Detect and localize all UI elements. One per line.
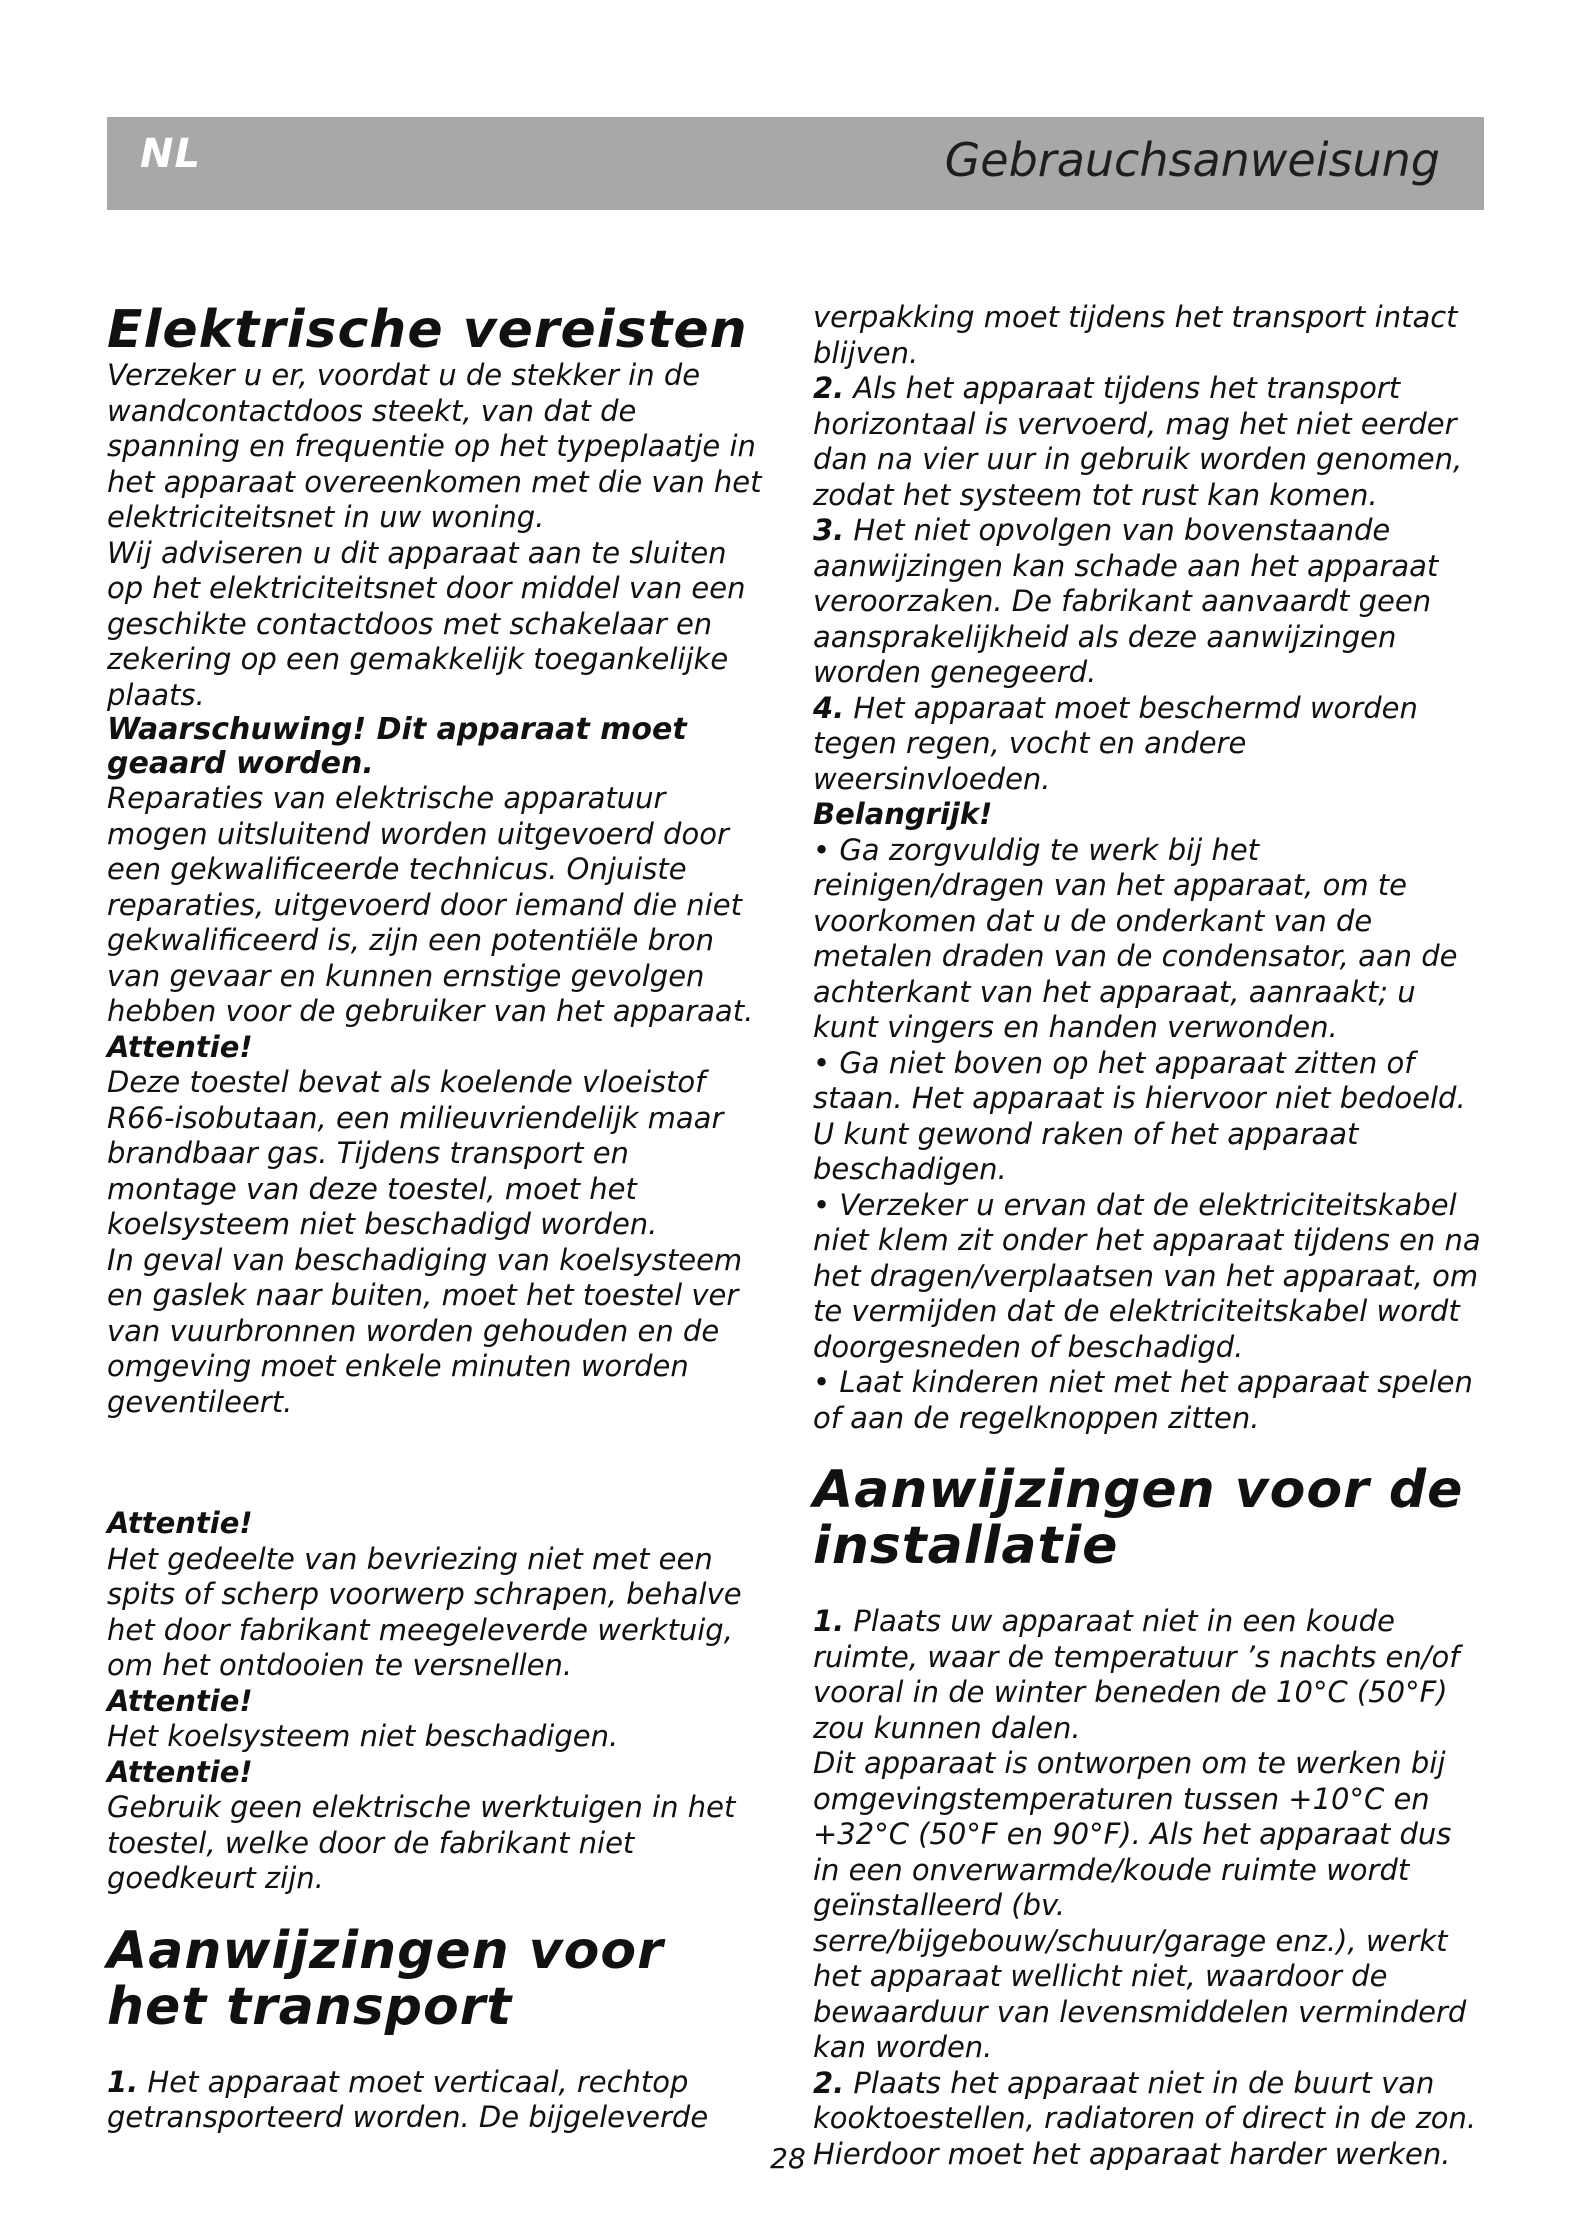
bullet-item: • Verzeker u ervan dat de elektriciteitskabel niet klem zit onder het apparaat tijdens en na het dragen/verplaatsen van het apparaat, om te vermijden dat de elektriciteitskabel wordt doorgesneden of beschadigd. xyxy=(813,1187,1481,1364)
important-label: Belangrijk! xyxy=(813,797,993,831)
heading-installation: Aanwijzingen voor de installatie xyxy=(813,1460,1464,1576)
bullet-item: • Ga niet boven op het apparaat zitten of staan. Het apparaat is hiervoor niet bedoeld. U kunt gewond raken of het apparaat beschadigen. xyxy=(813,1045,1466,1186)
transport-item-4 xyxy=(813,691,1483,798)
item-number: 2. xyxy=(813,371,845,405)
item-number: 4. xyxy=(813,690,845,725)
item-text: Plaats uw apparaat niet in een koude ruimte, waar de temperatuur ’s nachts en/of vooral in de winter beneden de 10°C (50°F) zou kunnen dalen. xyxy=(813,1604,1460,1745)
bullet-item: • Ga zorgvuldig te werk bij het reinigen/dragen van het apparaat, om te voorkomen dat u de onderkant van de metalen draden van de condensator, aan de achterkant van het apparaat, aanraakt; u kunt vingers en handen verwonden. xyxy=(813,832,1458,1044)
item-number: 2. xyxy=(813,2065,845,2100)
heading-electrical-requirements: Elektrische vereisten xyxy=(107,300,748,360)
item-text: Het niet opvolgen van bovenstaande aanwijzingen kan schade aan het apparaat veroorzaken. De fabrikant aanvaardt geen aansprakelijkheid als deze aanwijzingen worden genegeerd. xyxy=(813,513,1439,689)
paragraph-repairs: Reparaties van elektrische apparatuur mogen uitsluitend worden uitgevoerd door een gekwalificeerde technicus. Onjuiste reparaties, uitgevoerd door iemand die niet gekwalificeerd is, zijn een potentiële bron van gevaar en kunnen ernstige gevolgen hebben voor de gebruiker van het apparaat. xyxy=(107,781,754,1028)
paragraph-voltage-check: Verzeker u er, voordat u de stekker in de wandcontactdoos steekt, van dat de spanning en frequentie op het typeplaatje in het apparaat overeenkomen met die van het elektriciteitsnet in uw woning. xyxy=(107,358,762,534)
item-text: Plaats het apparaat niet in de buurt van kooktoestellen, radiatoren of direct in de zon. Hierdoor moet het apparaat harder werken. xyxy=(813,2065,1477,2171)
attention-label: Attentie! xyxy=(107,1029,253,1064)
item-number: 1. xyxy=(813,1604,845,1638)
transport-item-2 xyxy=(813,371,1483,513)
transport-item-1 xyxy=(107,2065,767,2136)
bullet-item: • Laat kinderen niet met het apparaat spelen of aan de regelknoppen zitten. xyxy=(813,1365,1473,1435)
language-label: NL xyxy=(140,131,201,177)
item-number: 3. xyxy=(813,513,845,547)
attention-label: Attentie! xyxy=(107,1754,253,1789)
paragraph-ambient-temperature: Dit apparaat is ontworpen om te werken bij omgevingstemperaturen tussen +10°C en +32°C (50°F en 90°F). Als het apparaat dus in een onverwarmde/koude ruimte wordt geïnstalleerd (bv. serre/bijgebouw/schuur/garage enz.), werkt het apparaat wellicht niet, waardoor de bewaarduur van levensmiddelen verminderd kan worden. xyxy=(813,1746,1467,2064)
page-number: 28 xyxy=(770,2142,806,2175)
paragraph-defrosting: Het gedeelte van bevriezing niet met een spits of scherp voorwerp schrapen, behalve het door fabrikant meegeleverde werktuig, om het ontdooien te versnellen. xyxy=(107,1541,742,1682)
item-number: 1. xyxy=(107,2064,139,2099)
item-text: Het apparaat moet verticaal, rechtop getransporteerd worden. De bijgeleverde xyxy=(107,2064,709,2134)
header-title: Gebrauchsanweisung xyxy=(944,133,1440,187)
paragraph-cooling-system: Het koelsysteem niet beschadigen. xyxy=(107,1719,619,1753)
item-text: Als het apparaat tijdens het transport horizontaal is vervoerd, mag het niet eerder dan na vier uur in gebruik worden genomen, zodat het systeem tot rust kan komen. xyxy=(813,371,1463,512)
transport-item-3 xyxy=(813,513,1483,691)
installation-item-1 xyxy=(813,1604,1483,1746)
attention-label: Attentie! xyxy=(107,1683,253,1718)
left-column xyxy=(107,302,767,2136)
paragraph-electrical-tools: Gebruik geen elektrische werktuigen in het toestel, welke door de fabrikant niet goedkeurt zijn. xyxy=(107,1790,736,1895)
item-text: Het apparaat moet beschermd worden tegen regen, vocht en andere weersinvloeden. xyxy=(813,690,1418,796)
heading-transport: Aanwijzingen voor het transport xyxy=(107,1920,664,2037)
right-column xyxy=(813,300,1483,2172)
paragraph-connection-advice: Wij adviseren u dit apparaat aan te sluiten op het elektriciteitsnet door middel van een geschikte contactdoos met schakelaar en zekering op een gemakkelijk toegankelijke plaats. xyxy=(107,535,746,712)
paragraph-refrigerant: Deze toestel bevat als koelende vloeistof R66-isobutaan, een milieuvriendelijk maar brandbaar gas. Tijdens transport en montage van deze toestel, moet het koelsysteem niet beschadigd worden. xyxy=(107,1065,724,1241)
page-header xyxy=(107,117,1484,210)
transport-item-1-continued: verpakking moet tijdens het transport intact blijven. xyxy=(813,300,1458,370)
earthing-warning: Waarschuwing! Dit apparaat moet geaard worden. xyxy=(107,712,687,781)
paragraph-gas-leak: In geval van beschadiging van koelsysteem en gaslek naar buiten, moet het toestel ver van vuurbronnen worden gehouden en de omgeving moet enkele minuten worden geventileert. xyxy=(107,1242,743,1419)
attention-label: Attentie! xyxy=(107,1506,253,1540)
